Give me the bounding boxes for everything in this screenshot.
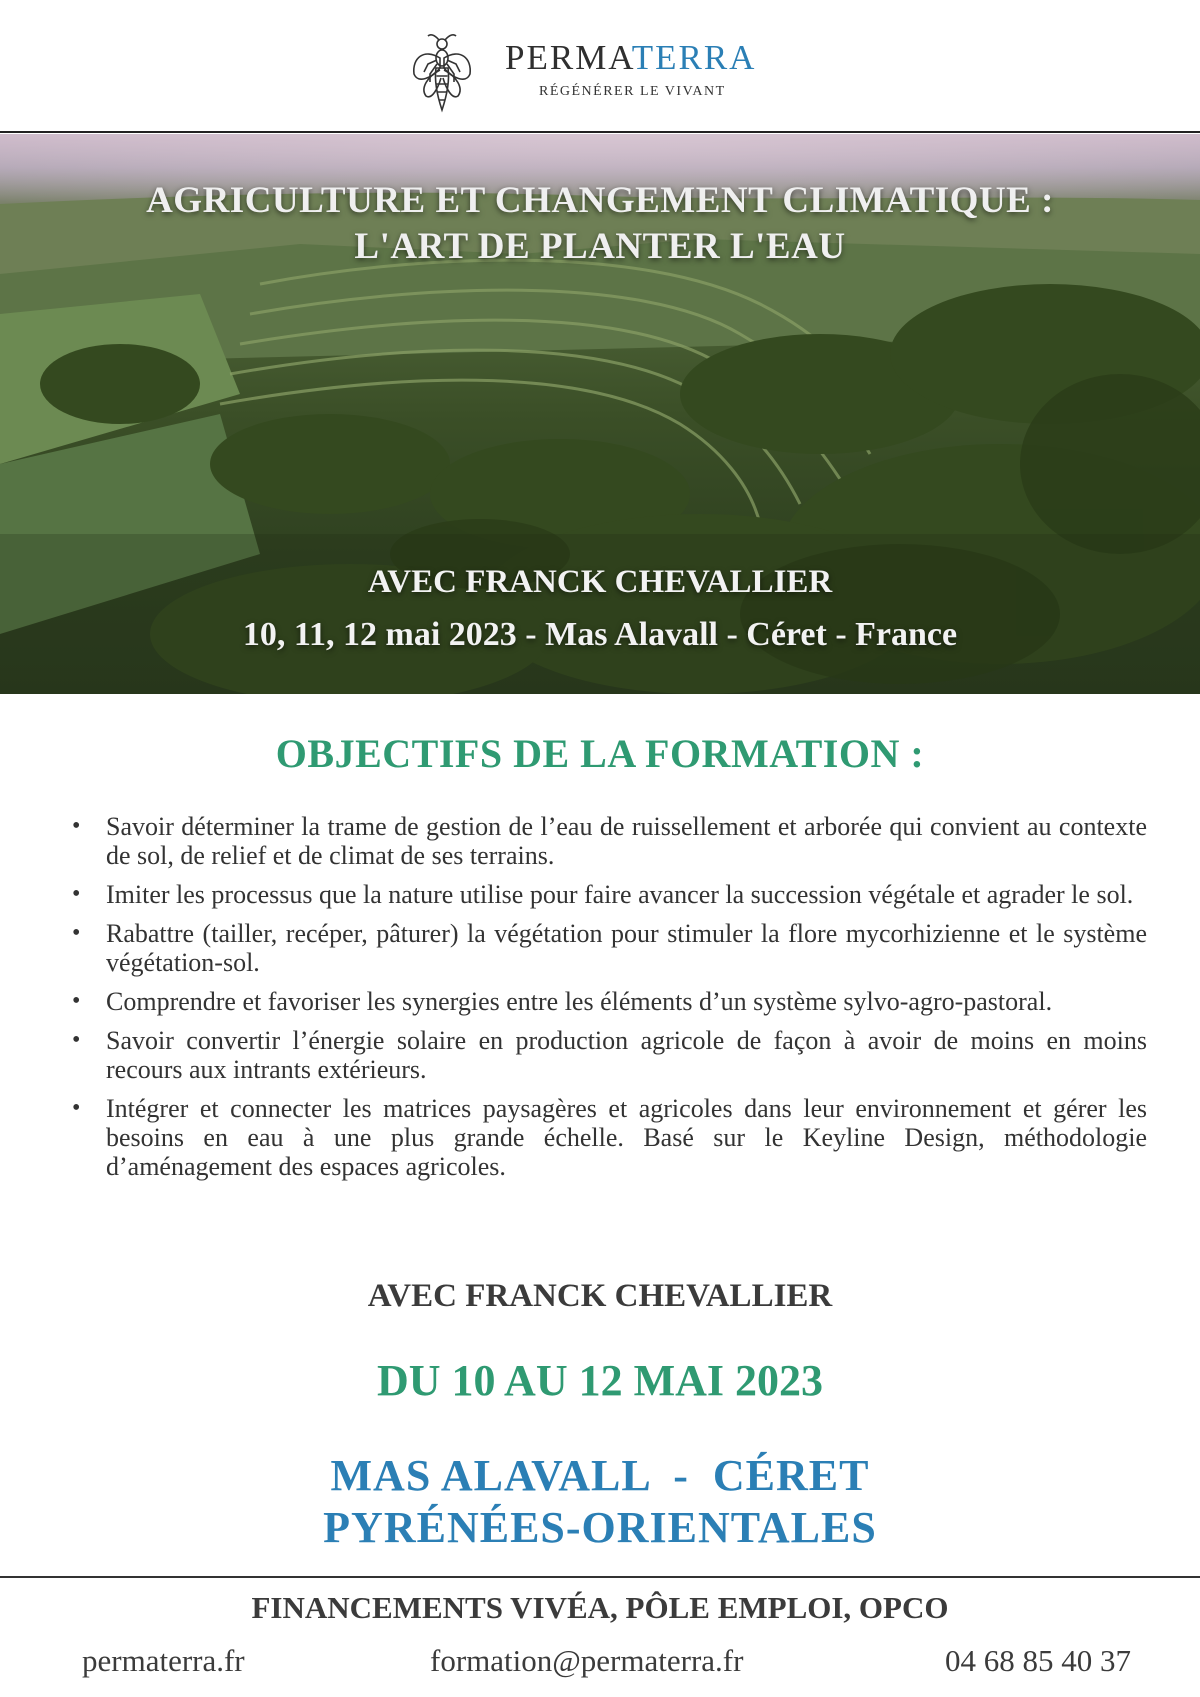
website-link[interactable]: permaterra.fr [82, 1643, 245, 1678]
objective-text: Imiter les processus que la nature utilise pour faire avancer la succession végétale et agrader le sol. [106, 880, 1134, 909]
hero-title-line1: AGRICULTURE ET CHANGEMENT CLIMATIQUE : [146, 180, 1054, 221]
event-region: PYRÉNÉES-ORIENTALES [323, 1503, 877, 1552]
hero-title-line2: L'ART DE PLANTER L'EAU [354, 226, 846, 267]
objective-text: Savoir convertir l’énergie solaire en production agricole de façon à avoir de moins en moins recours aux intrants extérieurs. [106, 1026, 1147, 1084]
objective-text: Rabattre (tailler, recéper, pâturer) la végétation pour stimuler la flore mycorhizienne et le système végétation-sol. [106, 919, 1147, 977]
trainer-name: AVEC FRANCK CHEVALLIER [367, 1278, 833, 1314]
bullet-icon: • [72, 988, 81, 1014]
hero-image [0, 134, 1200, 694]
brand-tagline: RÉGÉNÉRER LE VIVANT [539, 84, 726, 99]
hero-details: 10, 11, 12 mai 2023 - Mas Alavall - Céret - France [242, 616, 958, 653]
objectives-list [72, 812, 1147, 1191]
funding-line: FINANCEMENTS VIVÉA, PÔLE EMPLOI, OPCO [251, 1590, 949, 1625]
objective-text: Comprendre et favoriser les synergies entre les éléments d’un système sylvo-agro-pastoral. [106, 987, 1053, 1016]
header [0, 0, 1200, 128]
objective-text: Intégrer et connecter les matrices paysagères et agricoles dans leur environnement et gérer les besoins en eau à une plus grande échelle. Basé sur le Keyline Design, méthodologie d’aménagement des espaces agricoles. [106, 1094, 1147, 1181]
divider-bottom [0, 1576, 1200, 1578]
phone-number[interactable]: 04 68 85 40 37 [945, 1643, 1131, 1678]
hero-title [0, 178, 1200, 270]
objective-item [72, 1026, 1147, 1084]
event-location: MAS ALAVALL - CÉRET [330, 1451, 870, 1500]
objective-item [72, 1094, 1147, 1181]
email-link[interactable]: formation@permaterra.fr [430, 1643, 744, 1678]
bullet-icon: • [72, 920, 81, 946]
objective-item [72, 880, 1147, 909]
brand-part-perma: PERMA [505, 38, 632, 77]
objective-item [72, 812, 1147, 870]
brand-part-terra: TERRA [631, 38, 757, 77]
bullet-icon: • [72, 813, 81, 839]
objective-text: Savoir déterminer la trame de gestion de l’eau de ruissellement et arborée qui convient au contexte de sol, de relief et de climat de ses terrains. [106, 812, 1147, 870]
objective-item [72, 987, 1147, 1016]
bullet-icon: • [72, 881, 81, 907]
divider-top [0, 131, 1200, 133]
objectives-title: OBJECTIFS DE LA FORMATION : [275, 731, 925, 776]
bullet-icon: • [72, 1027, 81, 1053]
bullet-icon: • [72, 1095, 81, 1121]
brand-name [505, 38, 756, 78]
hero-trainer: AVEC FRANCK CHEVALLIER [367, 564, 833, 600]
objective-item [72, 919, 1147, 977]
event-dates: DU 10 AU 12 MAI 2023 [376, 1356, 824, 1405]
bee-icon [410, 30, 474, 114]
